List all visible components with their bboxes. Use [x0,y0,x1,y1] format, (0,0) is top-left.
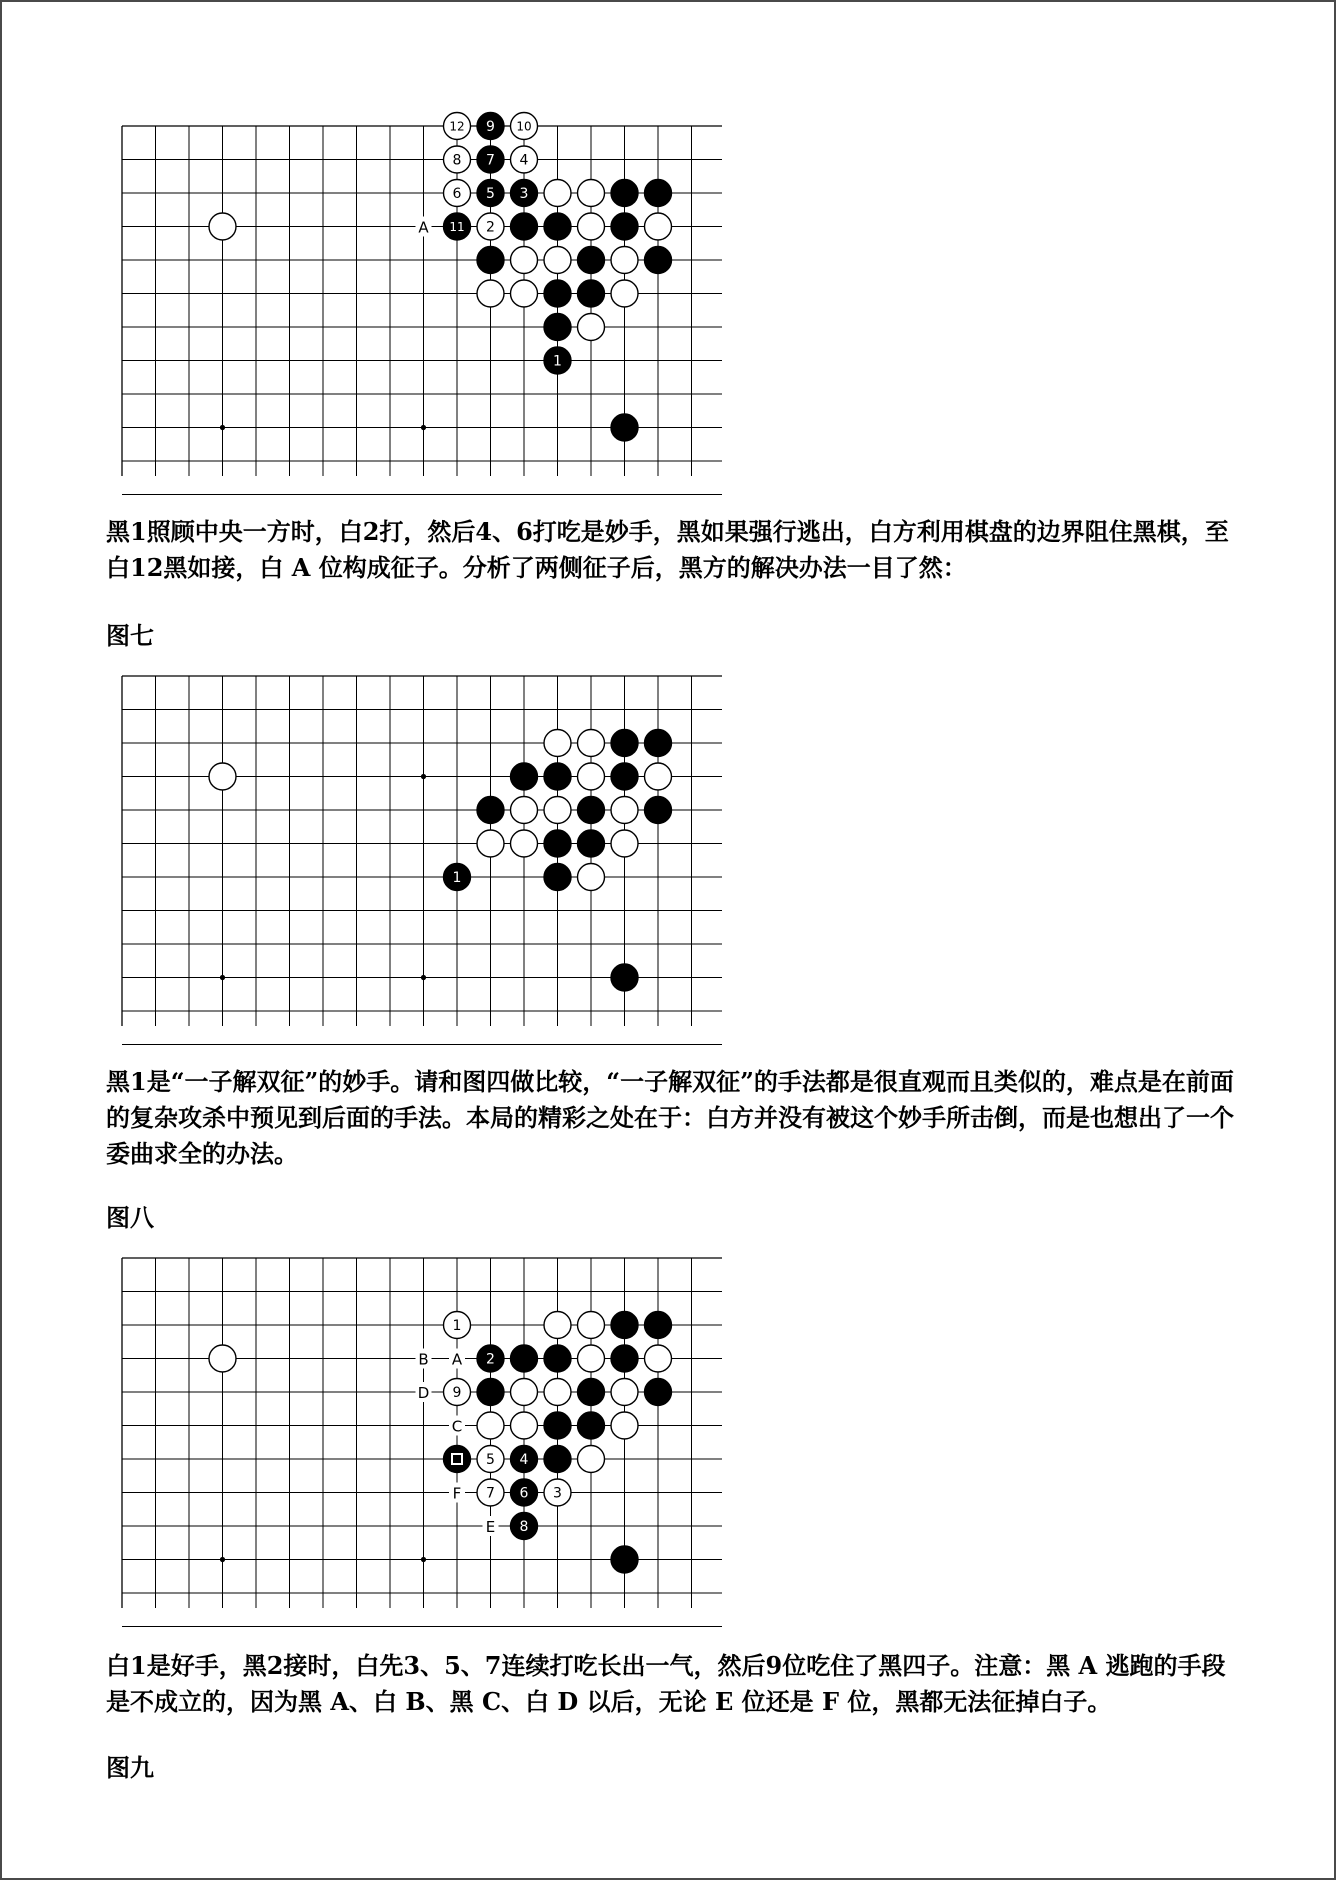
white-stone [578,1345,605,1372]
move-number: 1 [452,870,462,887]
white-stone [477,213,504,240]
move-number: 3 [553,1485,562,1502]
star-point [220,975,225,980]
white-stone [477,1412,504,1439]
move-number: 1 [553,353,562,370]
star-point [421,774,426,779]
move-number: 1 [452,1318,462,1335]
move-number: 8 [452,152,462,169]
black-stone [477,1345,504,1372]
white-stone [611,830,638,857]
move-number: 5 [486,1452,495,1469]
move-number: 11 [449,219,465,234]
black-stone [477,113,504,140]
board-letter-A: A [418,218,429,237]
move-number: 7 [486,152,495,169]
move-number: 2 [486,1351,495,1368]
white-stone [544,730,571,757]
black-stone [611,730,638,757]
black-stone [645,730,672,757]
black-stone [544,864,571,891]
white-stone [477,830,504,857]
board-letter-C: C [451,1417,463,1436]
black-stone [645,1312,672,1339]
white-stone [611,280,638,307]
black-stone [444,213,471,240]
white-stone [444,180,471,207]
white-stone [209,213,236,240]
white-stone [578,213,605,240]
white-stone [611,1379,638,1406]
white-stone [511,1412,538,1439]
move-number: 9 [486,119,495,136]
white-stone [544,1312,571,1339]
black-stone [611,1312,638,1339]
black-stone [444,1446,471,1473]
figure-label-7: 图七 [106,621,154,650]
black-stone [544,1412,571,1439]
black-stone [477,180,504,207]
black-stone [578,1412,605,1439]
black-stone [477,1379,504,1406]
white-stone [444,1379,471,1406]
black-stone [511,763,538,790]
white-stone [645,1345,672,1372]
white-stone [544,1479,571,1506]
black-stone [477,146,504,173]
black-stone [477,247,504,274]
white-stone [645,213,672,240]
board-letter-F: F [452,1484,462,1503]
move-number: 5 [486,186,495,203]
black-stone [645,180,672,207]
white-stone [645,763,672,790]
board-letter-D: D [417,1384,430,1402]
white-stone [444,146,471,173]
black-stone [511,180,538,207]
white-stone [477,1479,504,1506]
black-stone [578,280,605,307]
go-board-2 [120,676,725,1026]
white-stone [544,1379,571,1406]
black-stone [544,347,571,374]
black-stone [645,1379,672,1406]
black-stone [544,213,571,240]
move-number: 12 [449,119,465,134]
white-stone [578,1446,605,1473]
black-stone [544,1446,571,1473]
white-stone [444,113,471,140]
black-stone [578,830,605,857]
figure-label-8: 图八 [106,1203,154,1232]
move-number: 2 [486,219,495,236]
white-stone [544,180,571,207]
black-stone [544,763,571,790]
white-stone [511,280,538,307]
star-point [421,975,426,980]
move-number: 4 [519,1452,529,1469]
black-stone [511,1479,538,1506]
board-letter-A: A [451,1350,463,1369]
black-stone [611,964,638,991]
move-number: 9 [452,1385,462,1402]
board-letter-E: E [485,1518,496,1536]
move-number: 6 [452,186,462,203]
black-stone [544,1345,571,1372]
move-number: 8 [519,1519,529,1536]
go-board-1 [120,119,725,476]
commentary-paragraph-3: 白1是好手，黑2接时，白先3、5、7连续打吃长出一气，然后9位吃住了黑四子。注意：黑 A 逃跑的手段是不成立的，因为黑 A、白 B、黑 C、白 D 以后，无论 E 位还是 F 位，黑都无法征掉白子。 [106,1651,1226,1716]
black-stone [611,213,638,240]
black-stone [511,213,538,240]
black-stone [477,797,504,824]
white-stone [611,247,638,274]
black-stone [645,797,672,824]
white-stone [511,113,538,140]
star-point [220,1557,225,1562]
board-letter-B: B [418,1350,429,1369]
star-point [421,1557,426,1562]
black-stone [611,1345,638,1372]
white-stone [511,146,538,173]
commentary-paragraph-2: 黑1是“一子解双征”的妙手。请和图四做比较，“一子解双征”的手法都是很直观而且类似的，难点是在前面的复杂攻杀中预见到后面的手法。本局的精彩之处在于：白方并没有被这个妙手所击倒，而是也想出了一个委曲求全的办法。 [106,1067,1234,1168]
black-stone [444,864,471,891]
move-number: 4 [519,152,529,169]
white-stone [511,247,538,274]
black-stone [544,830,571,857]
white-stone [444,1312,471,1339]
move-number: 7 [486,1485,495,1502]
black-stone [611,180,638,207]
black-stone [511,1446,538,1473]
black-stone [544,280,571,307]
move-number: 3 [519,186,529,203]
figure-label-9: 图九 [106,1753,154,1782]
black-stone [578,1379,605,1406]
black-stone [611,1546,638,1573]
white-stone [578,730,605,757]
move-number: 6 [519,1485,529,1502]
go-board-3 [120,1258,725,1608]
white-stone [511,1379,538,1406]
white-stone [578,314,605,341]
star-point [220,425,225,430]
white-stone [477,280,504,307]
white-stone [477,1446,504,1473]
white-stone [511,797,538,824]
white-stone [578,864,605,891]
white-stone [611,1412,638,1439]
white-stone [578,1312,605,1339]
black-stone [578,797,605,824]
black-stone [511,1513,538,1540]
commentary-paragraph-1: 黑1照顾中央一方时，白2打，然后4、6打吃是妙手，黑如果强行逃出，白方利用棋盘的边界阻住黑棋，至白12黑如接，白 A 位构成征子。分析了两侧征子后，黑方的解决办法一目了然： [106,517,1229,582]
white-stone [611,797,638,824]
white-stone [511,830,538,857]
black-stone [511,1345,538,1372]
black-stone [645,247,672,274]
move-number: 10 [516,119,532,134]
white-stone [578,763,605,790]
white-stone [578,180,605,207]
black-stone [611,414,638,441]
star-point [421,425,426,430]
black-stone [578,247,605,274]
white-stone [209,1345,236,1372]
black-stone [611,763,638,790]
white-stone [544,797,571,824]
white-stone [544,247,571,274]
black-stone [544,314,571,341]
white-stone [209,763,236,790]
